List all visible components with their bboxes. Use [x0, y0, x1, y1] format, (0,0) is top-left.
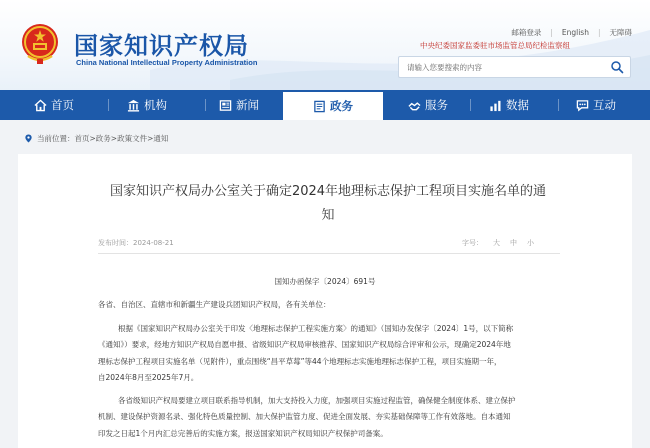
article-paragraph — [98, 321, 560, 386]
font-size-small-button[interactable]: 小 — [527, 239, 534, 247]
home-icon — [34, 99, 47, 112]
nav-label: 首页 — [51, 98, 74, 112]
paragraph-line: 印发之日起1个月内汇总完善后的实施方案，报送国家知识产权局知识产权保护司备案。 — [98, 428, 388, 438]
service-icon — [408, 99, 421, 112]
data-icon — [489, 99, 502, 112]
font-size-medium-button[interactable]: 中 — [510, 239, 517, 247]
nav-label: 政务 — [330, 99, 353, 113]
publish-date: 发布时间：2024-08-21 — [98, 239, 174, 247]
institution-icon — [127, 99, 140, 112]
document-number: 国知办函保字〔2024〕691号 — [274, 277, 376, 286]
link-separator: | — [597, 28, 601, 37]
breadcrumb — [24, 133, 168, 144]
news-icon — [219, 99, 232, 112]
paragraph-line: 《通知》）要求，经地方知识产权局自愿申报、省级知识产权局审核推荐、国家知识产权局综合评审和公示，现确定2024年地 — [98, 340, 511, 350]
breadcrumb-item-policy-documents[interactable]: 政策文件 — [117, 134, 148, 143]
nav-label: 互动 — [593, 98, 616, 112]
paragraph-line: 根据《国家知识产权局办公室关于印发〈地理标志保护工程实施方案〉的通知》（国知办发保字〔2024〕1号，以下简称 — [118, 324, 514, 333]
breadcrumb-item-government[interactable]: 政务 — [95, 134, 111, 143]
addressee: 各省、自治区、直辖市和新疆生产建设兵团知识产权局，各有关单位： — [98, 300, 331, 309]
paragraph-line: 自2024年8月至2025年7月。 — [98, 372, 199, 382]
article-title — [88, 180, 568, 228]
nav-item-news[interactable] — [185, 90, 293, 120]
nav-item-home[interactable] — [0, 90, 108, 120]
breadcrumb-separator: > — [147, 134, 154, 143]
government-icon — [313, 100, 326, 113]
breadcrumb-separator: > — [110, 134, 118, 143]
national-emblem-icon — [20, 22, 60, 66]
font-size-label: 字号： — [462, 239, 483, 247]
discipline-inspection-link[interactable]: 中央纪委国家监委驻市场监管总局纪检监察组 — [420, 41, 570, 50]
site-english-title: China National Intellectual Property Administration — [76, 58, 258, 67]
font-size-large-button[interactable]: 大 — [493, 239, 500, 247]
article-title-line: 知 — [321, 208, 335, 223]
site-header — [0, 0, 650, 90]
nav-label: 机构 — [144, 98, 167, 112]
paragraph-line: 理标志保护工程项目实施名单（见附件），重点围绕“昌平草莓”等44个地理标志实施地理标志保护工程，项目实施期一年， — [98, 356, 502, 366]
article-paragraph — [98, 393, 560, 442]
font-size-control — [462, 238, 534, 248]
interaction-icon — [576, 99, 589, 112]
nav-item-government[interactable] — [283, 90, 383, 120]
nav-item-interaction[interactable] — [542, 90, 650, 120]
mail-login-link[interactable]: 邮箱登录 — [511, 28, 542, 37]
breadcrumb-item-home[interactable]: 首页 — [74, 134, 90, 143]
breadcrumb-separator: > — [89, 134, 96, 143]
english-link[interactable]: English — [561, 28, 589, 37]
link-separator: | — [550, 28, 553, 37]
main-nav — [0, 90, 650, 120]
search-input[interactable] — [407, 60, 602, 75]
search-icon[interactable] — [610, 60, 624, 74]
nav-label: 服务 — [425, 98, 448, 112]
site-title[interactable]: 国家知识产权局 — [74, 32, 249, 60]
meta-divider — [98, 253, 560, 254]
article-title-line: 国家知识产权局办公室关于确定2024年地理标志保护工程项目实施名单的通 — [109, 184, 547, 199]
breadcrumb-bar — [0, 120, 650, 154]
accessibility-link[interactable]: 无障碍 — [609, 28, 632, 37]
search-box — [398, 56, 631, 78]
paragraph-line: 机制、建设保护资源名录、强化特色质量控制、加大保护监管力度、促进全面发展、夯实基础保障等工作有效落地。自本通知 — [98, 412, 511, 422]
nav-label: 数据 — [506, 98, 529, 112]
paragraph-line: 各省级知识产权局要建立项目联系指导机制，加大支持投入力度，加强项目实施过程监管，确保健全制度体系、建立保护 — [118, 396, 516, 405]
breadcrumb-item-notice[interactable]: 通知 — [153, 134, 169, 143]
article-card — [18, 154, 632, 448]
breadcrumb-prefix: 当前位置： — [37, 134, 75, 143]
nav-label: 新闻 — [236, 98, 259, 112]
top-links — [511, 27, 632, 38]
location-pin-icon — [24, 134, 33, 143]
